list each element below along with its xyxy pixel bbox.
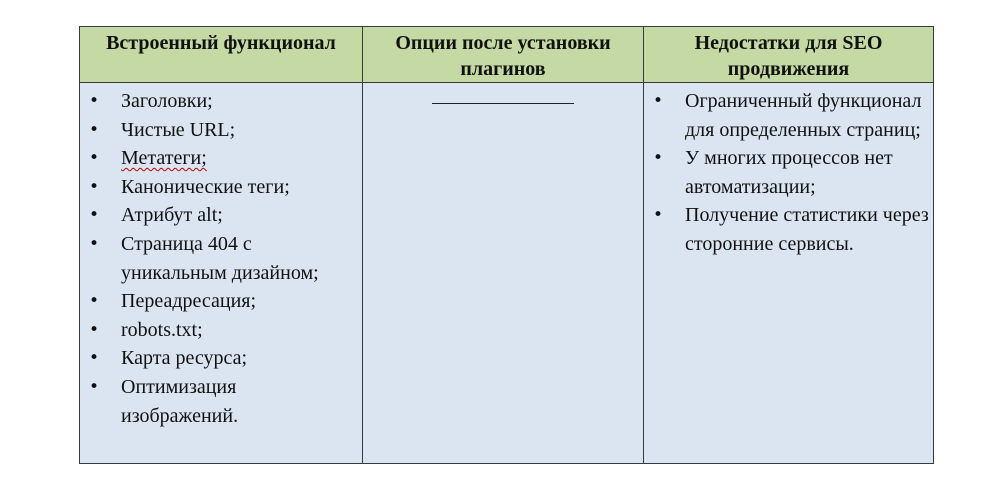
list-item: • robots.txt; — [80, 316, 362, 345]
header-plugin-options: Опции после установки плагинов — [363, 27, 644, 83]
list-item — [80, 144, 362, 173]
list-item: • Оптимизация изображений. — [80, 373, 362, 430]
list-item: • Получение статистики через сторонние сервисы. — [644, 201, 933, 258]
cell-builtin-features — [80, 83, 363, 464]
list-item: • Атрибут alt; — [80, 201, 362, 230]
spellcheck-underlined-text: Метатеги; — [121, 147, 207, 170]
header-builtin-features: Встроенный функционал — [80, 27, 363, 83]
list-item: • Страница 404 с уникальным дизайном; — [80, 230, 362, 287]
list-item: • Заголовки; — [80, 87, 362, 116]
table-body-row — [80, 83, 934, 464]
cell-plugin-options — [363, 83, 644, 464]
list-item: • Канонические теги; — [80, 173, 362, 202]
list-item: • Чистые URL; — [80, 116, 362, 145]
cell-seo-drawbacks — [644, 83, 934, 464]
list-item: • Переадресация; — [80, 287, 362, 316]
list-item: • Карта ресурса; — [80, 344, 362, 373]
list-item: • У многих процессов нет автоматизации; — [644, 144, 933, 201]
table-header-row — [80, 27, 934, 83]
seo-drawbacks-list — [644, 83, 933, 259]
list-item: • Ограниченный функционал для определенных страниц; — [644, 87, 933, 144]
header-seo-drawbacks: Недостатки для SEO продвижения — [644, 27, 934, 83]
builtin-features-list — [80, 83, 362, 430]
seo-comparison-table — [79, 26, 934, 464]
blank-placeholder-line — [432, 89, 574, 104]
